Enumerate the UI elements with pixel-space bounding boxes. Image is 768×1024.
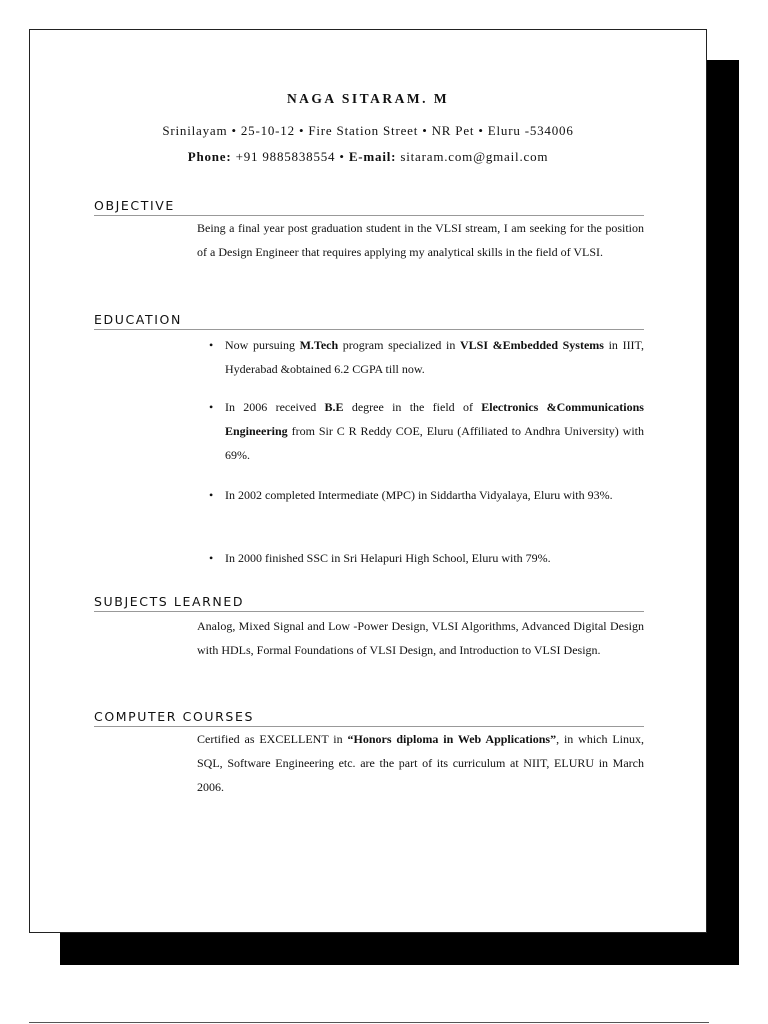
phone-value: +91 9885838554: [235, 149, 336, 164]
bullet-icon: •: [209, 338, 214, 352]
contact-separator: •: [335, 149, 349, 164]
list-item: • Now pursuing M.Tech program specialized in VLSI &Embedded Systems in IIIT, Hyderabad &obtained 6.2 CGPA till now.: [197, 333, 644, 381]
subjects-text: Analog, Mixed Signal and Low -Power Design, VLSI Algorithms, Advanced Digital Design with HDLs, Formal Foundations of VLSI Design, and Introduction to VLSI Design.: [197, 619, 644, 657]
bottom-divider: [29, 1022, 709, 1023]
objective-text: Being a final year post graduation student in the VLSI stream, I am seeking for the position of a Design Engineer that requires applying my analytical skills in the field of VLSI.: [197, 221, 644, 259]
list-item: • In 2000 finished SSC in Sri Helapuri High School, Eluru with 79%.: [197, 546, 644, 570]
candidate-name: NAGA SITARAM. M: [286, 91, 450, 106]
phone-label: Phone:: [187, 149, 232, 164]
list-item: • In 2006 received B.E degree in the field of Electronics &Communications Engineering from Sir C R Reddy COE, Eluru (Affiliated to Andhra University) with 69%.: [197, 395, 644, 467]
courses-heading: COMPUTER COURSES: [94, 709, 644, 727]
subjects-heading: SUBJECTS LEARNED: [94, 594, 644, 612]
contact-line: [30, 149, 706, 165]
objective-heading: OBJECTIVE: [94, 198, 644, 216]
education-heading: EDUCATION: [94, 312, 644, 330]
bullet-icon: •: [209, 400, 214, 414]
courses-text: Certified as EXCELLENT in “Honors diploma in Web Applications”, in which Linux, SQL, Software Engineering etc. are the part of its curriculum at NIIT, ELURU in March 2006.: [197, 732, 644, 794]
resume-page: [29, 29, 707, 933]
list-item: • In 2002 completed Intermediate (MPC) in Siddartha Vidyalaya, Eluru with 93%.: [197, 483, 644, 507]
email-label: E-mail:: [348, 149, 397, 164]
address-line: Srinilayam • 25-10-12 • Fire Station Street • NR Pet • Eluru -534006: [162, 123, 574, 138]
email-value: sitaram.com@gmail.com: [400, 149, 549, 164]
bullet-icon: •: [209, 488, 214, 502]
bullet-icon: •: [209, 551, 214, 565]
